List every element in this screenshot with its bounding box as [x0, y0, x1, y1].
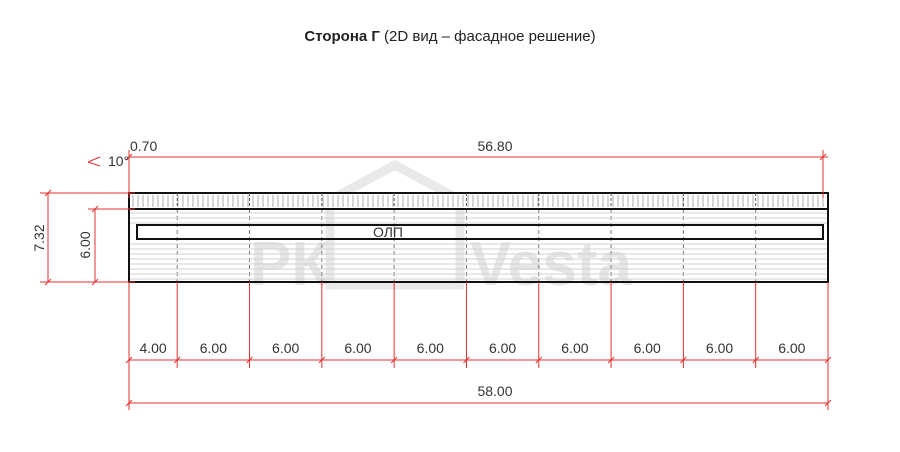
bay-label: 4.00 [139, 340, 167, 356]
bay-label: 6.00 [272, 340, 300, 356]
watermark-left: РК [250, 230, 330, 299]
watermark-right: Vesta [470, 230, 633, 299]
bay-label: 6.00 [344, 340, 372, 356]
dim-height-inner: 6.00 [77, 231, 93, 259]
bay-label: 6.00 [416, 340, 444, 356]
bay-label: 6.00 [778, 340, 806, 356]
dim-angle: 10° [108, 153, 130, 169]
dim-bottom-total: 58.00 [477, 383, 513, 399]
bay-label: 6.00 [199, 340, 227, 356]
bay-label: 6.00 [705, 340, 734, 356]
bay-label: 6.00 [561, 340, 589, 356]
dim-top-left: 0.70 [130, 138, 158, 154]
cornice-strip [129, 193, 828, 209]
panel-label: ОЛП [373, 224, 403, 240]
dim-top-total: 56.80 [477, 138, 513, 154]
title-rest: (2D вид – фасадное решение) [379, 28, 596, 45]
bay-label: 6.00 [488, 340, 517, 356]
bay-label: 6.00 [633, 340, 661, 356]
title-bold: Сторона Г [304, 28, 380, 45]
dim-height-outer: 7.32 [31, 224, 47, 252]
bay-labels [139, 340, 805, 356]
